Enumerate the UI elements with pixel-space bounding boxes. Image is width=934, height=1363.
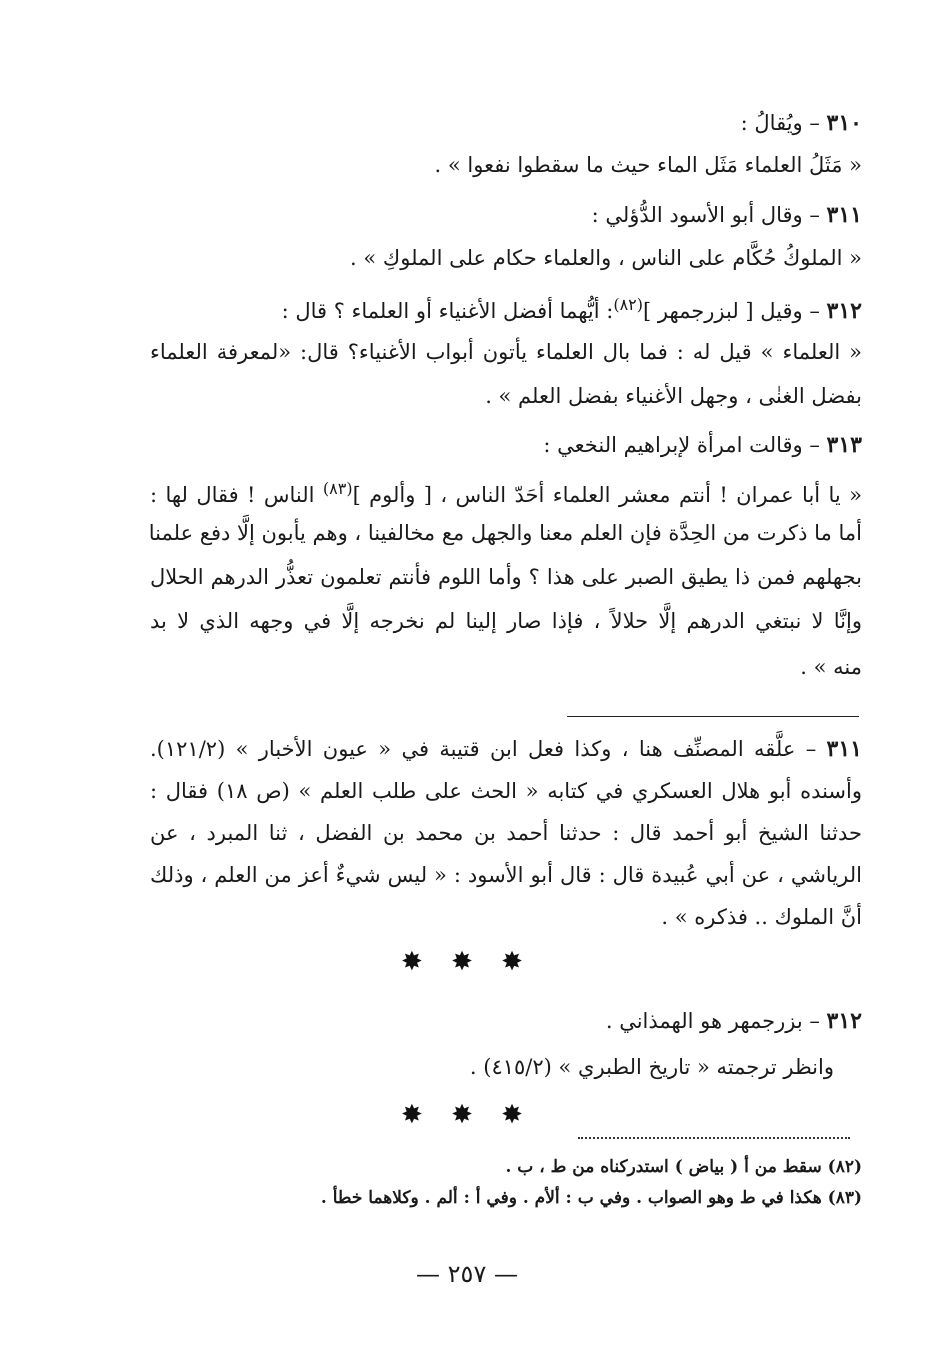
entry-number: ٣١١ xyxy=(826,202,862,228)
entry-312-line-1: « العلماء » قيل له : فما بال العلماء يأتون أبواب الأغنياء؟ قال: «لمعرفة العلماء xyxy=(150,340,862,364)
entry-number: ٣١٣ xyxy=(826,432,862,458)
footnote-82: (٨٢) سقط من أ ( بياض ) استدركناه من ط ، ب . xyxy=(505,1157,862,1177)
note-number: ٣١٢ xyxy=(826,1008,862,1034)
entry-intro: – وقال أبو الأسود الدُّؤلي : xyxy=(591,203,827,227)
note-312-line-1: ٣١٢ – بزرجمهر هو الهمذاني . xyxy=(605,1008,862,1034)
entry-number: ٣١٠ xyxy=(826,110,862,136)
section-separator: ✸ ✸ ✸ xyxy=(401,1100,533,1130)
entry-313-line-3: بجهلهم فمن ذا يطيق الصبر على هذا ؟ وأما اللوم فأنتم تعلمون تعذُّر الدرهم الحلال xyxy=(150,565,862,589)
note-311-line-3: حدثنا الشيخ أبو أحمد قال : حدثنا أحمد بن محمد بن الفضل ، ثنا المبرد ، عن xyxy=(150,821,862,845)
page-number: — ٢٥٧ — xyxy=(416,1260,518,1288)
note-311-line-2: وأسنده أبو هلال العسكري في كتابه « الحث على طلب العلم » (ص ١٨) فقال : xyxy=(150,779,863,803)
entry-313-line-5: منه » . xyxy=(800,655,862,679)
entry-313-line-4: وإنَّا لا نبتغي الدرهم إلَّا حلالاً ، فإذا صار إلينا لم نخرجه إلَّا في وجهه الذي لا بد xyxy=(150,609,862,633)
entry-312-heading xyxy=(150,290,862,326)
entry-312-line-2: بفضل الغنٰى ، وجهل الأغنياء بفضل العلم » . xyxy=(485,384,862,408)
entry-311-heading xyxy=(150,200,862,230)
note-311-line-4: الرياشي ، عن أبي عُبيدة قال : قال أبو الأسود : « ليس شيءٌ أعز من العلم ، وذلك xyxy=(150,863,862,887)
entry-311-quote: « الملوكُ حُكَّام على الناس ، والعلماء حكام على الملوكِ » . xyxy=(350,246,862,270)
entry-intro: – ويُقالُ : xyxy=(740,111,827,135)
commentary-rule xyxy=(567,716,859,717)
note-311-line-5: أنَّ الملوك .. فذكره » . xyxy=(661,905,862,929)
note-312-line-2: وانظر ترجمته « تاريخ الطبري » (٤١٥/٢) . xyxy=(469,1055,834,1079)
note-number: ٣١١ xyxy=(826,736,862,762)
entry-intro: – وقالت امرأة لإبراهيم النخعي : xyxy=(543,433,827,457)
entry-intro-cont: : أيُّهما أفضل الأغنياء أو العلماء ؟ قال : xyxy=(281,299,614,323)
entry-310-quote: « مَثَلُ العلماء مَثَل الماء حيث ما سقطوا نفعوا » . xyxy=(434,153,862,177)
entry-313-heading xyxy=(150,430,862,460)
footnote-ref: (٨٢) xyxy=(613,295,643,314)
entry-313-line-2: أما ما ذكرت من الحِدَّة فإن العلم معنا والجهل مع مخالفينا ، وهم يأبون إلَّا دفع علمنا xyxy=(148,521,862,545)
entry-310-heading xyxy=(150,108,862,138)
entry-intro: – وقيل [ لبزرجمهر ] xyxy=(643,299,827,323)
footnote-divider xyxy=(578,1137,850,1139)
footnote-ref: (٨٣) xyxy=(322,479,353,498)
entry-313-line-1: « يا أبا عمران ! أنتم معشر العلماء أحَدّ الناس ، [ وألوم ]$^{(٨٣)}$ الناس ! فقال لها : xyxy=(150,479,863,507)
entry-number: ٣١٢ xyxy=(826,298,862,324)
section-separator: ✸ ✸ ✸ xyxy=(401,947,533,977)
note-311-line-1: ٣١١ – علَّقه المصنِّف هنا ، وكذا فعل ابن قتيبة في « عيون الأخبار » (١٢١/٢). xyxy=(150,736,862,762)
footnote-83: (٨٣) هكذا في ط وهو الصواب . وفي ب : ألأم . وفي أ : ألم . وكلاهما خطأ . xyxy=(320,1188,862,1208)
